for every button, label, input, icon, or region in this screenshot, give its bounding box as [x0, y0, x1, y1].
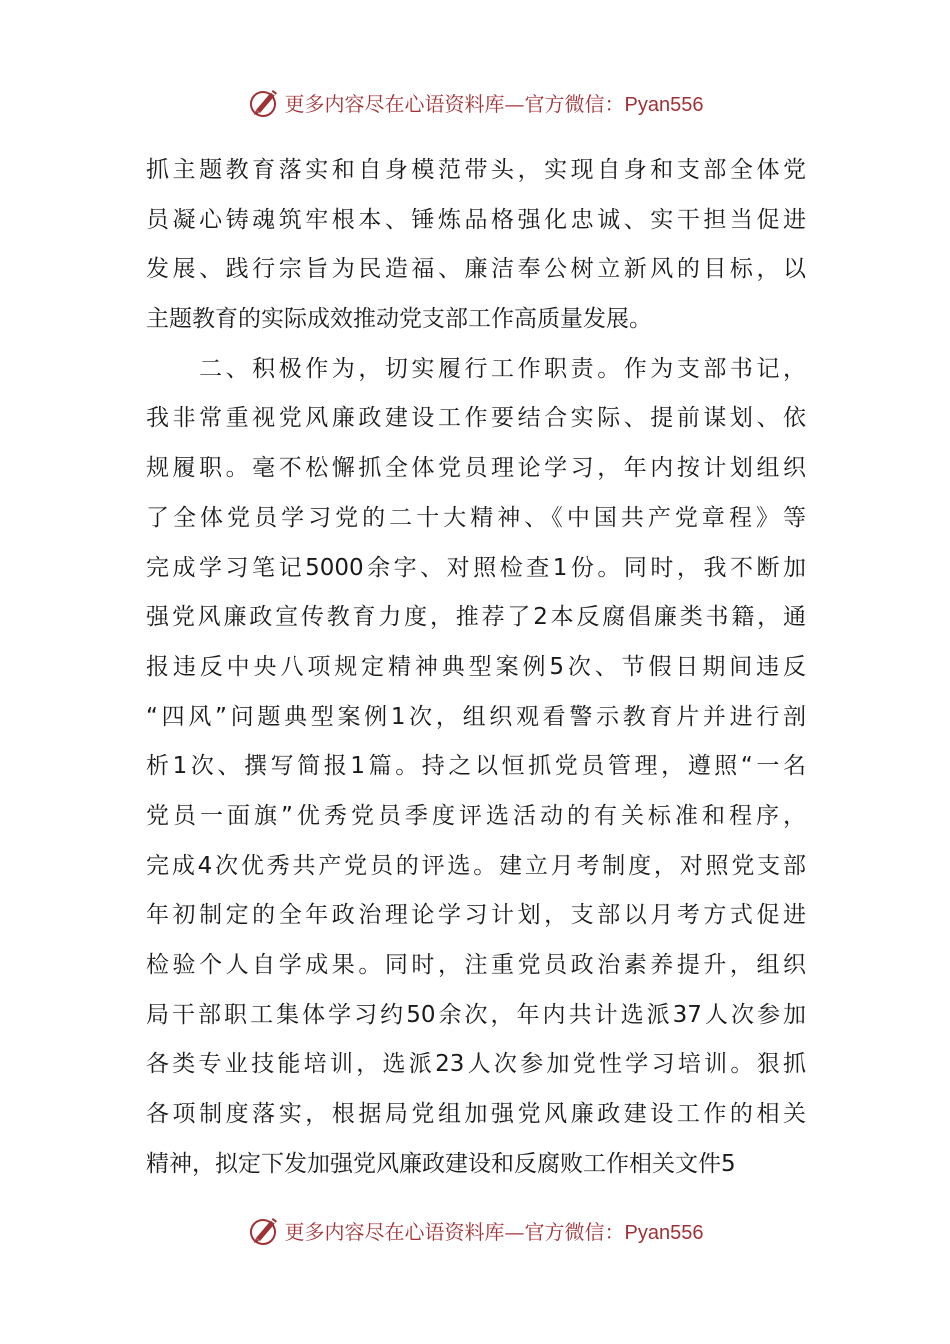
document-body — [146, 146, 806, 1189]
body-text-line: 强党风廉政宣传教育力度，推荐了2本反腐倡廉类书籍，通 — [146, 604, 806, 631]
body-text-line: 完成4次优秀共产党员的评选。建立月考制度，对照党支部 — [146, 852, 806, 879]
body-text-line: 各类专业技能培训，选派23人次参加党性学习培训。狠抓 — [146, 1051, 806, 1078]
header-banner-text: 更多内容尽在心语资料库—官方微信：Pyan556 — [284, 91, 704, 116]
body-text-line: 报违反中央八项规定精神典型案例5次、节假日期间违反 — [146, 653, 806, 680]
body-text-line: 规履职。毫不松懈抓全体党员理论学习，年内按计划组织 — [146, 455, 806, 482]
body-text-line: 完成学习笔记5000余字、对照检查1份。同时，我不断加 — [146, 554, 806, 581]
body-text-line: 各项制度落实，根据局党组加强党风廉政建设工作的相关 — [146, 1101, 806, 1128]
footer-banner-text: 更多内容尽在心语资料库—官方微信：Pyan556 — [284, 1219, 704, 1244]
body-text-line: 抓主题教育落实和自身模范带头，实现自身和支部全体党 — [146, 157, 806, 183]
body-text-line: 了全体党员学习党的二十大精神、《中国共产党章程》等 — [146, 504, 806, 531]
body-text-line: 局干部职工集体学习约50余次，年内共计选派37人次参加 — [146, 1001, 806, 1028]
body-text-line: “四风”问题典型案例1次，组织观看警示教育片并进行剖 — [146, 703, 806, 730]
body-text-line: 析1次、撰写简报1篇。持之以恒抓党员管理，遵照“一名 — [146, 753, 806, 780]
body-text-line: 主题教育的实际成效推动党支部工作高质量发展。 — [146, 306, 652, 333]
body-text-line: 我非常重视党风廉政建设工作要结合实际、提前谋划、依 — [146, 405, 806, 432]
body-text-line: 党员一面旗”优秀党员季度评选活动的有关标准和程序， — [146, 802, 806, 829]
footer-banner — [0, 1210, 950, 1250]
body-text-line: 发展、践行宗旨为民造福、廉洁奉公树立新风的目标，以 — [146, 256, 806, 283]
body-text-line: 员凝心铸魂筑牢根本、锤炼品格强化忠诚、实干担当促进 — [146, 206, 806, 233]
body-text-line: 检验个人自学成果。同时，注重党员政治素养提升，组织 — [146, 952, 806, 978]
pen-logo-icon — [247, 84, 283, 120]
body-text-line: 年初制定的全年政治理论学习计划，支部以月考方式促进 — [146, 902, 806, 929]
body-text-line: 二、积极作为，切实履行工作职责。作为支部书记， — [146, 355, 806, 382]
body-text-line: 精神，拟定下发加强党风廉政建设和反腐败工作相关文件5 — [146, 1150, 736, 1177]
pen-logo-icon — [247, 1212, 283, 1248]
header-banner — [0, 82, 950, 122]
